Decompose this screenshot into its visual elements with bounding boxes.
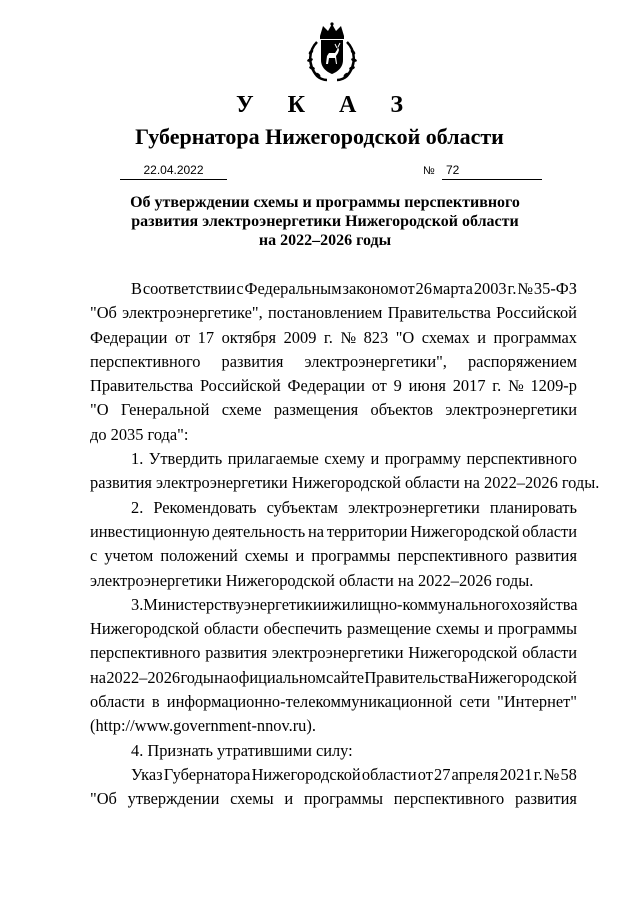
body-word: "О bbox=[395, 327, 415, 347]
body-word: Правительства bbox=[387, 303, 491, 323]
body-word: 1. bbox=[131, 449, 144, 469]
document-type-title: У К А З bbox=[235, 92, 417, 118]
body-text: (http://www.government-nnov.ru). bbox=[90, 716, 316, 736]
document-subject bbox=[130, 193, 520, 250]
document-number-field bbox=[442, 163, 542, 180]
body-line bbox=[90, 277, 577, 301]
body-word: от bbox=[174, 327, 191, 347]
body-word: на bbox=[214, 667, 231, 687]
body-word: Нижегородской bbox=[90, 619, 200, 639]
body-word: электроэнергетике", bbox=[122, 303, 263, 323]
body-word: схемы bbox=[244, 546, 289, 566]
body-word: информационно-телекоммуникационной bbox=[166, 692, 453, 712]
body-line bbox=[90, 471, 600, 495]
body-word: прилагаемые bbox=[227, 449, 319, 469]
body-word: от bbox=[399, 279, 415, 298]
body-word: объектов bbox=[370, 400, 434, 420]
body-word: развития bbox=[515, 789, 577, 809]
body-word: территории bbox=[326, 521, 408, 541]
body-word: № bbox=[543, 764, 560, 784]
body-word: Утвердить bbox=[148, 449, 223, 469]
body-line bbox=[90, 447, 577, 471]
body-word: перспективного bbox=[90, 643, 201, 663]
subject-line: на 2022–2026 годы bbox=[258, 232, 392, 249]
body-word: г. bbox=[492, 376, 502, 396]
body-word: "О bbox=[90, 400, 109, 420]
body-word: и bbox=[284, 789, 294, 809]
body-word: перспективного bbox=[466, 449, 577, 469]
body-text: до 2035 года": bbox=[90, 424, 189, 444]
body-word: схемы bbox=[230, 789, 274, 809]
body-line bbox=[90, 714, 577, 738]
body-word: соответствии bbox=[142, 279, 236, 298]
body-word: 823 bbox=[363, 327, 389, 347]
body-word: развития bbox=[205, 643, 268, 663]
body-word: сайте bbox=[326, 667, 365, 687]
body-word: области bbox=[522, 643, 577, 663]
body-word: программах bbox=[493, 327, 577, 347]
body-word: 2. bbox=[131, 497, 144, 517]
body-word: развития bbox=[515, 546, 577, 566]
body-word: 1209-р bbox=[530, 376, 577, 396]
body-word: планировать bbox=[489, 497, 577, 517]
body-word: электроэнергетики", bbox=[304, 351, 447, 371]
body-word: № bbox=[340, 327, 357, 347]
body-word: Нижегородской bbox=[410, 521, 520, 541]
subject-line: развития электроэнергетики Нижегородской области bbox=[131, 213, 519, 230]
body-word: 27 bbox=[434, 764, 451, 784]
body-word: схеме bbox=[221, 400, 262, 420]
body-word: на bbox=[308, 521, 325, 541]
body-word: Правительства bbox=[90, 376, 194, 396]
body-word: "Об bbox=[90, 789, 117, 809]
body-word: Губернатора bbox=[163, 764, 251, 784]
body-word: схемах bbox=[421, 327, 470, 347]
body-word: 26 bbox=[415, 279, 432, 298]
body-word: деятельность bbox=[212, 521, 306, 541]
body-word: области bbox=[203, 619, 259, 639]
body-word: положений bbox=[160, 546, 238, 566]
body-word: учетом bbox=[104, 546, 154, 566]
body-word: г. bbox=[507, 279, 517, 298]
body-line bbox=[90, 763, 577, 787]
body-line bbox=[90, 374, 577, 398]
body-word: 2017 bbox=[452, 376, 486, 396]
body-line bbox=[90, 569, 577, 593]
subject-line: Об утверждении схемы и программы перспективного bbox=[130, 194, 520, 211]
body-word: перспективного bbox=[393, 789, 505, 809]
body-word: от bbox=[371, 376, 387, 396]
document-number: 72 bbox=[446, 163, 460, 177]
body-line bbox=[90, 423, 577, 447]
body-word: жилищно-коммунального bbox=[330, 594, 510, 614]
document-date: 22.04.2022 bbox=[120, 163, 227, 180]
body-line bbox=[90, 739, 577, 763]
body-word: 9 bbox=[393, 376, 402, 396]
body-word: июня bbox=[408, 376, 446, 396]
body-word: Министерству bbox=[143, 594, 244, 614]
body-word: Российской bbox=[199, 376, 281, 396]
body-word: 35-ФЗ bbox=[533, 279, 577, 298]
body-word: программы bbox=[497, 619, 577, 639]
body-line bbox=[90, 617, 577, 641]
body-word: г. bbox=[533, 764, 543, 784]
body-word: законом bbox=[342, 279, 399, 298]
body-word: инвестиционную bbox=[90, 521, 210, 541]
body-word: 3. bbox=[131, 594, 144, 614]
body-word: октября bbox=[221, 327, 277, 347]
body-line bbox=[90, 496, 577, 520]
body-word: электроэнергетики bbox=[445, 400, 577, 420]
body-word: г. bbox=[323, 327, 333, 347]
body-word: Нижегородской bbox=[408, 643, 518, 663]
body-word: Генеральной bbox=[120, 400, 210, 420]
body-word: 58 bbox=[560, 764, 577, 784]
body-word: области bbox=[522, 521, 577, 541]
body-word: 2022–2026 bbox=[106, 667, 181, 687]
body-word: развития bbox=[221, 351, 284, 371]
body-word: и bbox=[370, 449, 380, 469]
body-word: от bbox=[417, 764, 433, 784]
body-word: субъектам bbox=[266, 497, 339, 517]
body-word: хозяйства bbox=[509, 594, 578, 614]
body-word: Нижегородской bbox=[467, 667, 577, 687]
body-word: сети bbox=[459, 692, 491, 712]
body-word: 2003 bbox=[473, 279, 507, 298]
body-word: "Интернет" bbox=[497, 692, 577, 712]
body-word: программы bbox=[303, 789, 384, 809]
body-word: размещение bbox=[347, 619, 432, 639]
body-word: перспективного bbox=[397, 546, 508, 566]
issuer-title: Губернатора Нижегородской области bbox=[135, 124, 504, 149]
body-word: схему bbox=[324, 449, 365, 469]
body-word: энергетики bbox=[243, 594, 322, 614]
body-word: "Об bbox=[90, 303, 117, 323]
body-line bbox=[90, 301, 577, 325]
body-word: Нижегородской bbox=[251, 764, 361, 784]
body-word: В bbox=[131, 279, 142, 298]
body-word: обеспечить bbox=[263, 619, 343, 639]
body-word: Правительства bbox=[364, 667, 468, 687]
body-word: 17 bbox=[197, 327, 215, 347]
body-line bbox=[90, 544, 577, 568]
body-line bbox=[90, 593, 577, 617]
body-word: электроэнергетики bbox=[271, 643, 404, 663]
body-word: Российской bbox=[496, 303, 577, 323]
body-word: области bbox=[361, 764, 417, 784]
body-word: 2021 bbox=[499, 764, 533, 784]
body-word: электроэнергетики bbox=[348, 497, 480, 517]
body-line bbox=[90, 787, 577, 811]
body-word: области bbox=[90, 692, 145, 712]
body-word: № bbox=[508, 376, 524, 396]
body-line bbox=[90, 520, 577, 544]
body-word: и bbox=[321, 594, 331, 614]
body-line bbox=[90, 350, 577, 374]
document-body bbox=[90, 277, 600, 812]
body-word: Рекомендовать bbox=[153, 497, 257, 517]
body-line bbox=[90, 666, 577, 690]
body-word: на bbox=[90, 667, 107, 687]
body-word: и bbox=[295, 546, 305, 566]
body-word: размещения bbox=[273, 400, 359, 420]
body-word: официальном bbox=[230, 667, 326, 687]
body-line bbox=[90, 326, 577, 350]
body-word: марта bbox=[432, 279, 473, 298]
body-word: с bbox=[90, 546, 98, 566]
body-word: распоряжением bbox=[467, 351, 577, 371]
body-word: программы bbox=[311, 546, 391, 566]
number-label: № bbox=[423, 165, 435, 177]
body-word: Федерации bbox=[287, 376, 365, 396]
body-line bbox=[90, 641, 577, 665]
body-word: перспективного bbox=[90, 351, 201, 371]
body-word: программу bbox=[384, 449, 462, 469]
body-word: и bbox=[477, 327, 486, 347]
body-word: постановлением bbox=[267, 303, 383, 323]
body-line bbox=[90, 398, 577, 422]
body-word: Федеральным bbox=[244, 279, 342, 298]
coat-of-arms-icon bbox=[301, 22, 363, 82]
body-word: № bbox=[517, 279, 534, 298]
body-text: развития электроэнергетики Нижегородской области на 2022–2026 годы. bbox=[90, 473, 600, 493]
body-word: в bbox=[151, 692, 160, 712]
body-word: утверждении bbox=[127, 789, 220, 809]
body-word: Указ bbox=[131, 764, 163, 784]
body-word: апреля bbox=[451, 764, 499, 784]
body-text: электроэнергетики Нижегородской области на 2022–2026 годы. bbox=[90, 570, 534, 590]
body-word: 2009 bbox=[283, 327, 317, 347]
body-text: 4. Признать утратившими силу: bbox=[131, 740, 353, 760]
body-word: с bbox=[236, 279, 244, 298]
body-line bbox=[90, 690, 577, 714]
body-word: схемы bbox=[435, 619, 480, 639]
body-word: Федерации bbox=[90, 327, 168, 347]
body-word: и bbox=[484, 619, 494, 639]
body-word: годы bbox=[180, 667, 214, 687]
